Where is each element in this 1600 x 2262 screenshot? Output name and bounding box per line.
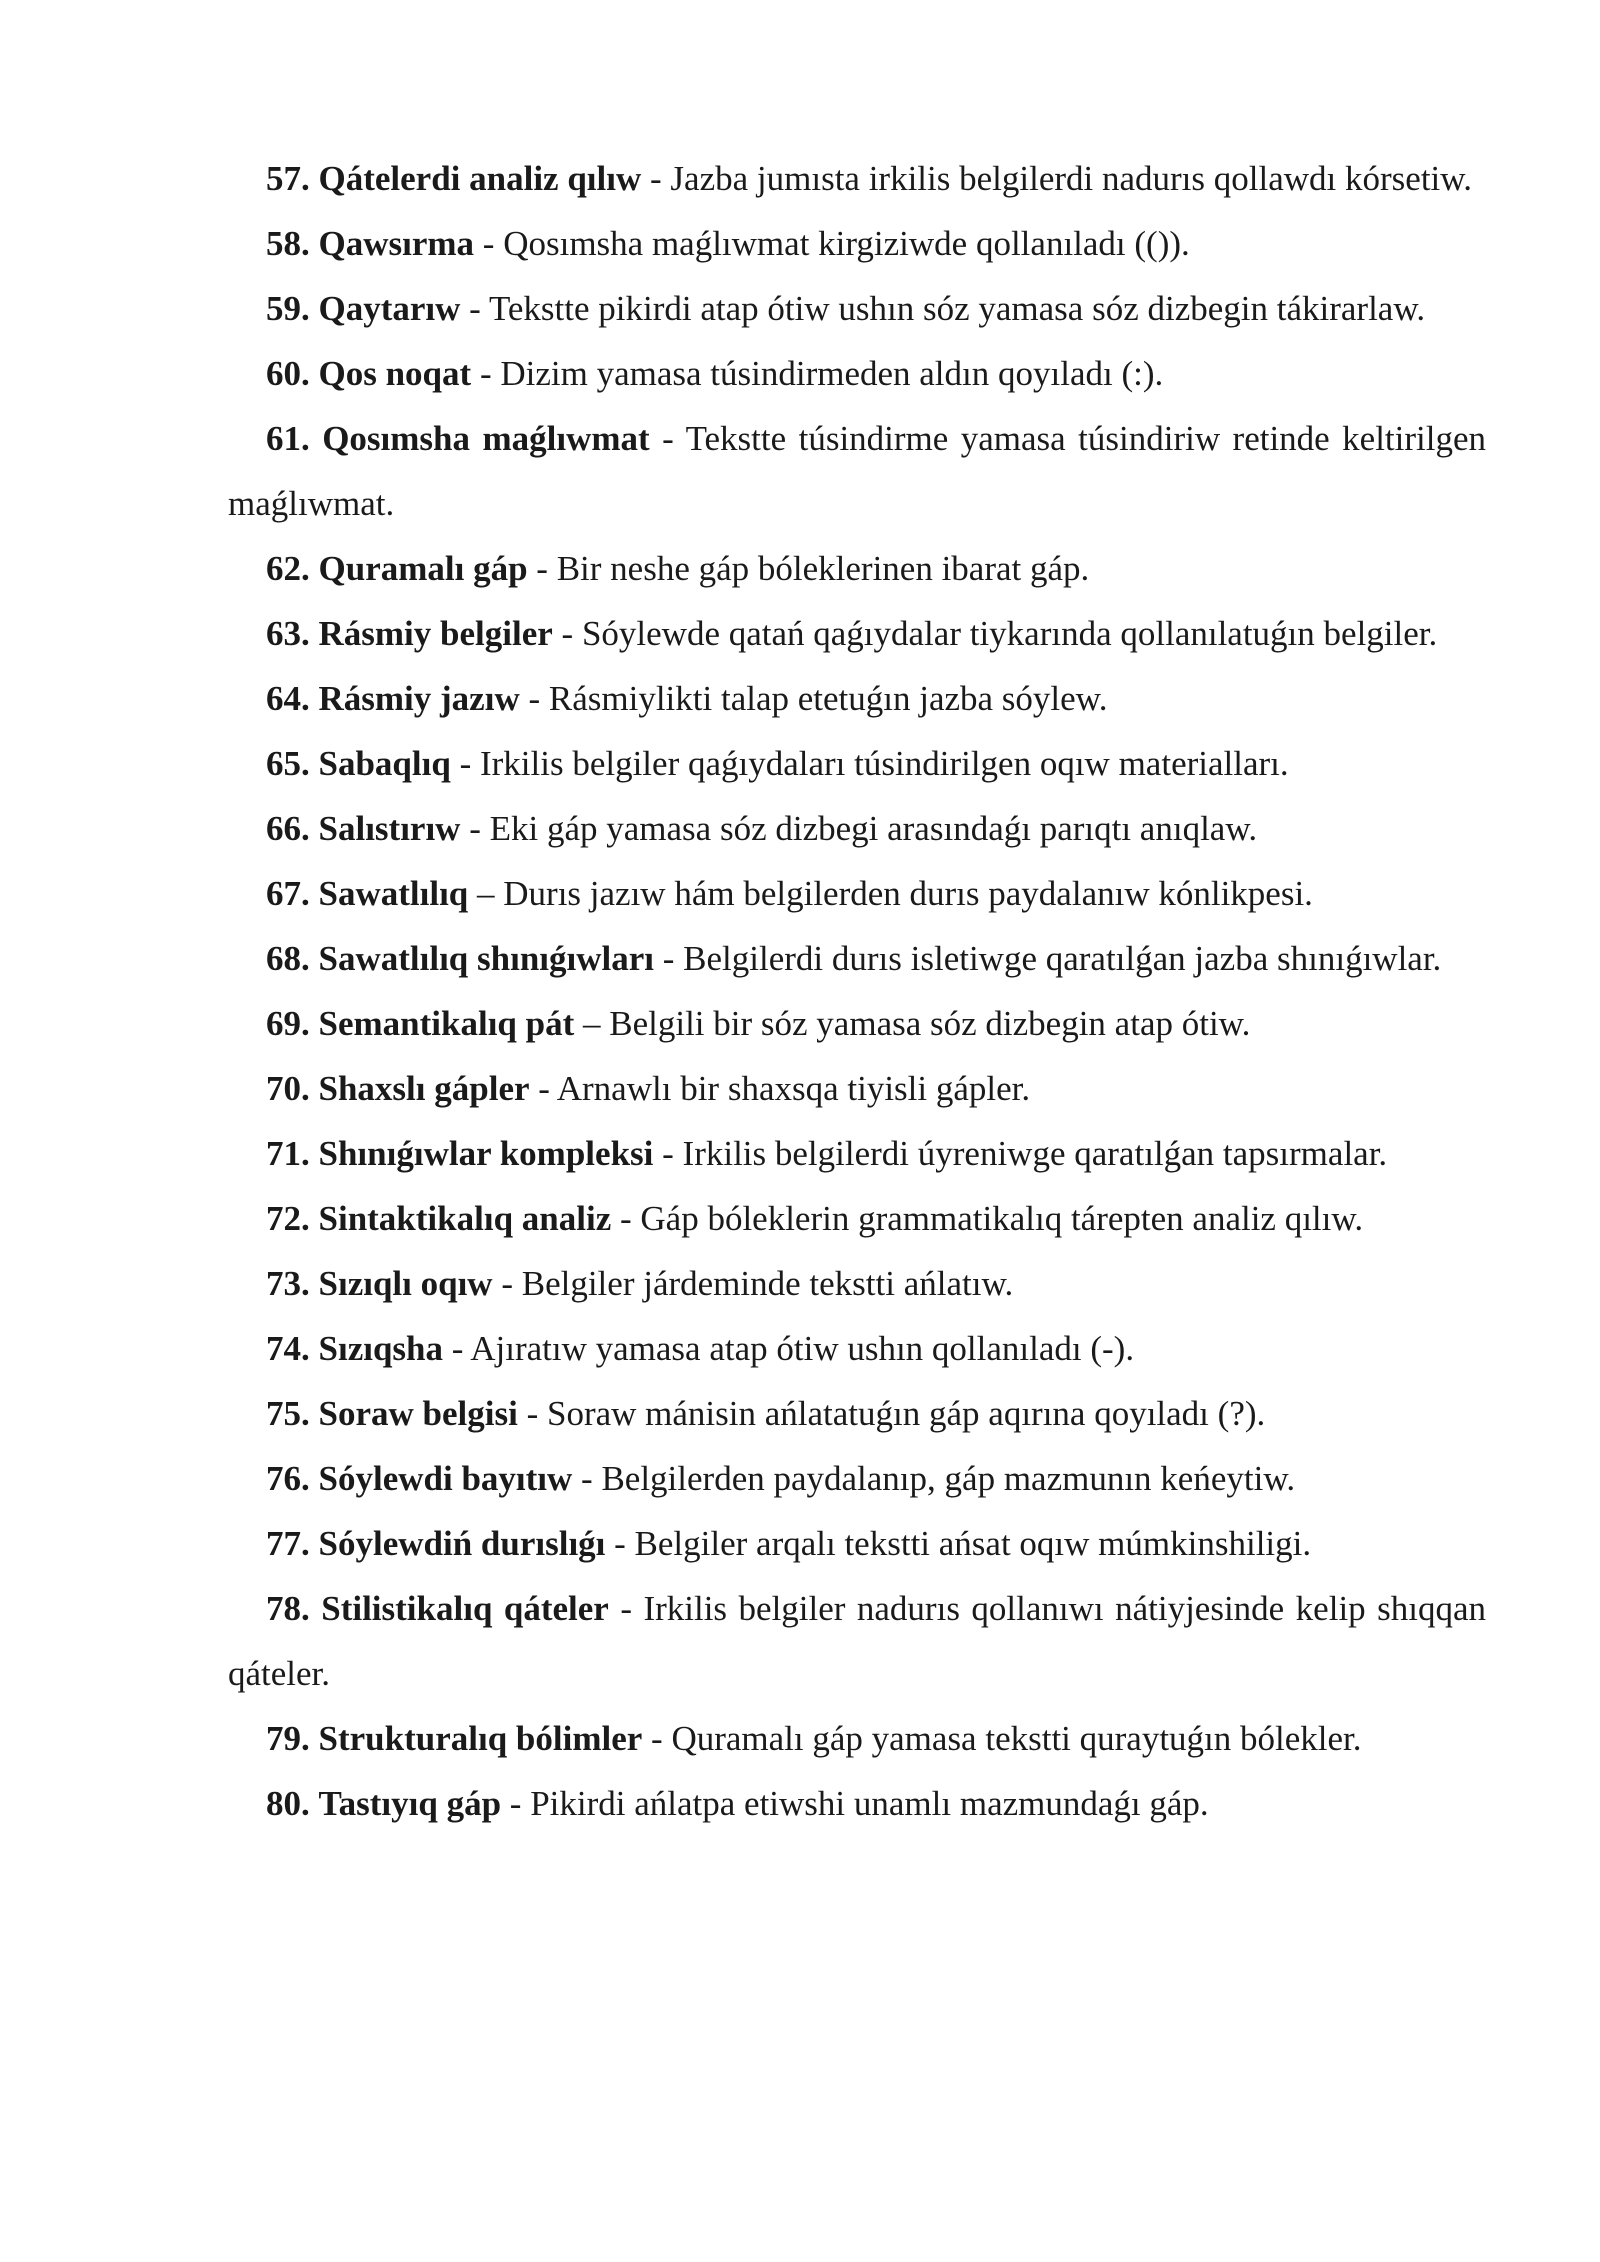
glossary-entry [228,1121,1486,1186]
entry-definition: Tekstte pikirdi atap ótiw ushın sóz yamasa sóz dizbegin tákirarlaw. [488,289,1426,328]
entry-term: Strukturalıq bólimler [318,1719,643,1758]
entry-number: 73. [266,1264,310,1303]
glossary-entry [228,601,1486,666]
entry-definition: Irkilis belgilerdi úyreniwge qaratılǵan tapsırmalar. [682,1134,1388,1173]
entry-definition: Pikirdi ańlatpa etiwshi unamlı mazmundaǵı gáp. [530,1784,1209,1823]
entry-term: Sintaktikalıq analiz [318,1199,612,1238]
entry-definition: Irkilis belgiler qaǵıydaları túsindirilgen oqıw materialları. [479,744,1289,783]
entry-separator: - [608,1589,644,1628]
entry-term: Rásmiy belgiler [318,614,553,653]
entry-definition: Rásmiylikti talap etetuǵın jazba sóylew. [548,679,1108,718]
entry-separator: - [654,939,684,978]
glossary-entry [228,1316,1486,1381]
entry-term: Sawatlılıq [318,874,469,913]
entry-separator: - [529,1069,557,1108]
entry-definition: Belgiler járdeminde tekstti ańlatıw. [521,1264,1014,1303]
glossary-entry [228,341,1486,406]
entry-term: Qátelerdi analiz qılıw [318,159,642,198]
entry-separator: - [641,159,671,198]
entry-number: 58. [266,224,310,263]
entry-number: 67. [266,874,310,913]
entry-number: 63. [266,614,310,653]
entry-number: 71. [266,1134,310,1173]
entry-number: 69. [266,1004,310,1043]
entry-number: 77. [266,1524,310,1563]
glossary-entry [228,926,1486,991]
glossary-entry [228,666,1486,731]
entry-separator: – [574,1004,610,1043]
entry-term: Tastıyıq gáp [318,1784,502,1823]
glossary-entry [228,276,1486,341]
entry-separator: - [460,809,490,848]
entry-term: Rásmiy jazıw [318,679,520,718]
entry-definition: Soraw mánisin ańlatatuǵın gáp aqırına qoyıladı (?). [546,1394,1266,1433]
entry-separator: - [519,679,549,718]
entry-separator: - [527,549,557,588]
entry-definition: Bir neshe gáp bóleklerinen ibarat gáp. [556,549,1090,588]
entry-term: Sabaqlıq [318,744,451,783]
entry-number: 70. [266,1069,310,1108]
entry-definition: Gáp bóleklerin grammatikalıq tárepten analiz qılıw. [640,1199,1364,1238]
glossary-entry [228,861,1486,926]
glossary-entry [228,1251,1486,1316]
entry-term: Stilistikalıq qáteler [321,1589,609,1628]
entry-separator: - [605,1524,635,1563]
entry-definition: Qosımsha maǵlıwmat kirgiziwde qollanıladı (()). [503,224,1190,263]
glossary-entry [228,991,1486,1056]
entry-number: 59. [266,289,310,328]
entry-definition: Belgilerdi durıs isletiwge qaratılǵan jazba shınıǵıwlar. [683,939,1442,978]
entry-term: Semantikalıq pát [318,1004,575,1043]
entry-definition: Tekstte túsindirme yamasa túsindiriw retinde keltirilgen maǵlıwmat. [228,419,1487,523]
entry-number: 75. [266,1394,310,1433]
entry-number: 57. [266,159,310,198]
entry-term: Qosımsha maǵlıwmat [322,419,650,458]
entry-number: 80. [266,1784,310,1823]
entry-number: 65. [266,744,310,783]
entry-separator: - [492,1264,522,1303]
entry-term: Quramalı gáp [318,549,528,588]
entry-separator: - [653,1134,683,1173]
entry-definition: Ajıratıw yamasa atap ótiw ushın qollanıladı (-). [470,1329,1135,1368]
entry-definition: Jazba jumısta irkilis belgilerdi nadurıs qollawdı kórsetiw. [670,159,1473,198]
entry-term: Sawatlılıq shınıǵıwları [318,939,654,978]
entry-number: 72. [266,1199,310,1238]
entry-separator: - [611,1199,641,1238]
entry-term: Salıstırıw [318,809,461,848]
entry-separator: – [468,874,504,913]
entry-definition: Belgilerden paydalanıp, gáp mazmunın keńeytiw. [601,1459,1296,1498]
entry-number: 61. [266,419,310,458]
entry-number: 79. [266,1719,310,1758]
glossary-entry [228,1576,1486,1706]
entry-definition: Quramalı gáp yamasa tekstti quraytuǵın bólekler. [671,1719,1362,1758]
entry-term: Qaytarıw [318,289,461,328]
entry-term: Soraw belgisi [318,1394,518,1433]
entry-term: Sóylewdi bayıtıw [318,1459,573,1498]
entry-definition: Arnawlı bir shaxsqa tiyisli gápler. [556,1069,1031,1108]
entry-separator: - [450,744,480,783]
entry-term: Sóylewdiń durıslıǵı [318,1524,606,1563]
glossary-entry [228,1186,1486,1251]
entry-separator: - [642,1719,672,1758]
glossary-entry [228,1056,1486,1121]
glossary-entry [228,1381,1486,1446]
entry-number: 66. [266,809,310,848]
entry-separator: - [501,1784,531,1823]
entry-number: 60. [266,354,310,393]
entry-separator: - [471,354,501,393]
entry-definition: Dizim yamasa túsindirmeden aldın qoyıladı (:). [500,354,1164,393]
entry-term: Shınıǵıwlar kompleksi [318,1134,654,1173]
entry-number: 76. [266,1459,310,1498]
entry-separator: - [460,289,489,328]
glossary-entry [228,1511,1486,1576]
entry-number: 68. [266,939,310,978]
entry-term: Qawsırma [318,224,475,263]
glossary-entry [228,406,1486,536]
entry-number: 62. [266,549,310,588]
entry-separator: - [517,1394,547,1433]
glossary-entry [228,536,1486,601]
glossary-entry [228,1706,1486,1771]
entry-definition: Eki gáp yamasa sóz dizbegi arasındaǵı parıqtı anıqlaw. [489,809,1258,848]
entry-separator: - [572,1459,602,1498]
glossary-entry [228,731,1486,796]
entry-separator: - [649,419,686,458]
entry-number: 78. [266,1589,310,1628]
entry-number: 64. [266,679,310,718]
glossary-list [228,146,1486,1836]
entry-definition: Belgiler arqalı tekstti ańsat oqıw múmkinshiligi. [634,1524,1312,1563]
glossary-entry [228,211,1486,276]
entry-term: Shaxslı gápler [318,1069,530,1108]
entry-term: Qos noqat [318,354,472,393]
glossary-entry [228,146,1486,211]
glossary-entry [228,1446,1486,1511]
glossary-entry [228,1771,1486,1836]
entry-definition: Durıs jazıw hám belgilerden durıs paydalanıw kónlikpesi. [503,874,1313,913]
entry-term: Sızıqlı oqıw [318,1264,493,1303]
entry-definition: Sóylewde qatań qaǵıydalar tiykarında qollanılatuǵın belgiler. [581,614,1438,653]
entry-term: Sızıqsha [318,1329,443,1368]
entry-definition: Belgili bir sóz yamasa sóz dizbegin atap ótiw. [609,1004,1251,1043]
entry-separator: - [474,224,504,263]
entry-separator: - [552,614,582,653]
entry-definition: Irkilis belgiler nadurıs qollanıwı nátiyjesinde kelip shıqqan qáteler. [228,1589,1487,1693]
glossary-entry [228,796,1486,861]
entry-separator: - [443,1329,471,1368]
entry-number: 74. [266,1329,310,1368]
